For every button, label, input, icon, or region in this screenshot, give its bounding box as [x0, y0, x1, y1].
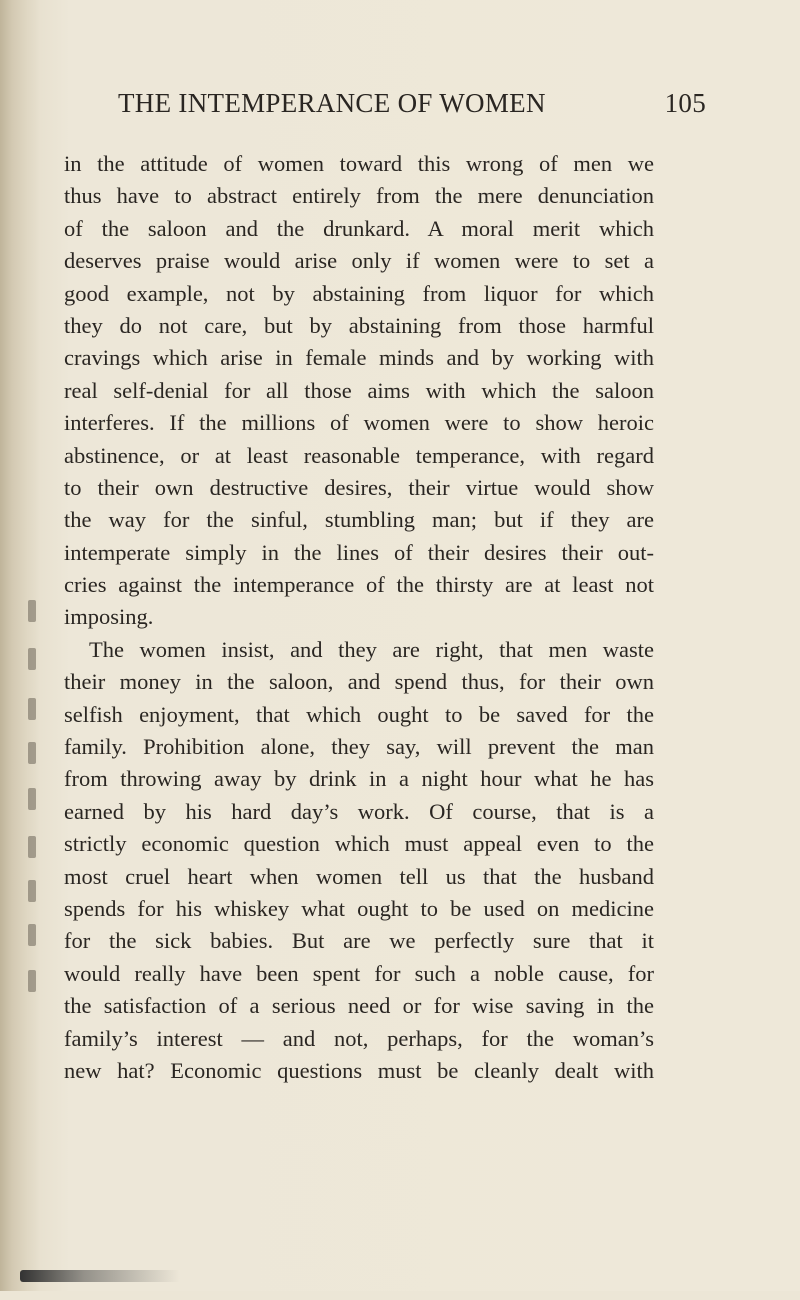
text-line: good example, not by abstaining from liquor for which: [64, 280, 654, 306]
text-line: real self-denial for all those aims with which the saloon: [64, 377, 654, 403]
binding-mark: [28, 648, 36, 670]
binding-mark: [28, 698, 36, 720]
text-line: The women insist, and they are right, that men waste: [89, 636, 654, 662]
text-line: family’s interest — and not, perhaps, for the woman’s: [64, 1025, 654, 1051]
text-line: they do not care, but by abstaining from those harmful: [64, 312, 654, 338]
text-line: cries against the intemperance of the thirsty are at least not: [64, 572, 654, 598]
binding-mark: [28, 742, 36, 764]
running-head: [118, 88, 706, 128]
text-line: in the attitude of women toward this wrong of men we: [64, 151, 654, 176]
text-line: earned by his hard day’s work. Of course, that is a: [64, 798, 654, 824]
text-line: spends for his whiskey what ought to be used on medicine: [64, 895, 654, 921]
text-line: imposing.: [64, 604, 154, 630]
binding-mark: [28, 836, 36, 858]
text-line: new hat? Economic questions must be cleanly dealt with: [64, 1057, 654, 1083]
text-line: most cruel heart when women tell us that the husband: [64, 863, 654, 889]
binding-mark: [28, 924, 36, 946]
text-line: strictly economic question which must appeal even to the: [64, 831, 654, 857]
running-head-title: THE INTEMPERANCE OF WOMEN: [118, 88, 546, 118]
text-line: would really have been spent for such a noble cause, for: [64, 960, 654, 986]
body-text: [64, 148, 654, 1087]
text-line: interferes. If the millions of women were to show heroic: [64, 410, 654, 436]
binding-mark: [28, 788, 36, 810]
text-line: the way for the sinful, stumbling man; but if they are: [64, 507, 654, 533]
binding-thread-marks: [28, 600, 40, 1300]
text-line: for the sick babies. But are we perfectly sure that it: [64, 928, 654, 954]
text-line: deserves praise would arise only if women were to set a: [64, 248, 654, 274]
text-line: cravings which arise in female minds and by working with: [64, 345, 654, 371]
text-line: thus have to abstract entirely from the mere denunciation: [64, 183, 654, 209]
text-line: to their own destructive desires, their virtue would show: [64, 474, 654, 500]
text-line: their money in the saloon, and spend thus, for their own: [64, 669, 654, 695]
page-bottom-shadow: [20, 1270, 180, 1282]
page-number: 105: [664, 88, 706, 118]
binding-mark: [28, 970, 36, 992]
text-line: abstinence, or at least reasonable temperance, with regard: [64, 442, 654, 468]
text-line: from throwing away by drink in a night hour what he has: [64, 766, 654, 792]
binding-mark: [28, 880, 36, 902]
binding-mark: [28, 600, 36, 622]
text-line: selfish enjoyment, that which ought to be saved for the: [64, 701, 654, 727]
text-line: family. Prohibition alone, they say, will prevent the man: [64, 734, 654, 760]
text-line: intemperate simply in the lines of their desires their out-: [64, 539, 654, 565]
text-line: of the saloon and the drunkard. A moral merit which: [64, 215, 654, 241]
text-line: the satisfaction of a serious need or for wise saving in the: [64, 993, 654, 1019]
